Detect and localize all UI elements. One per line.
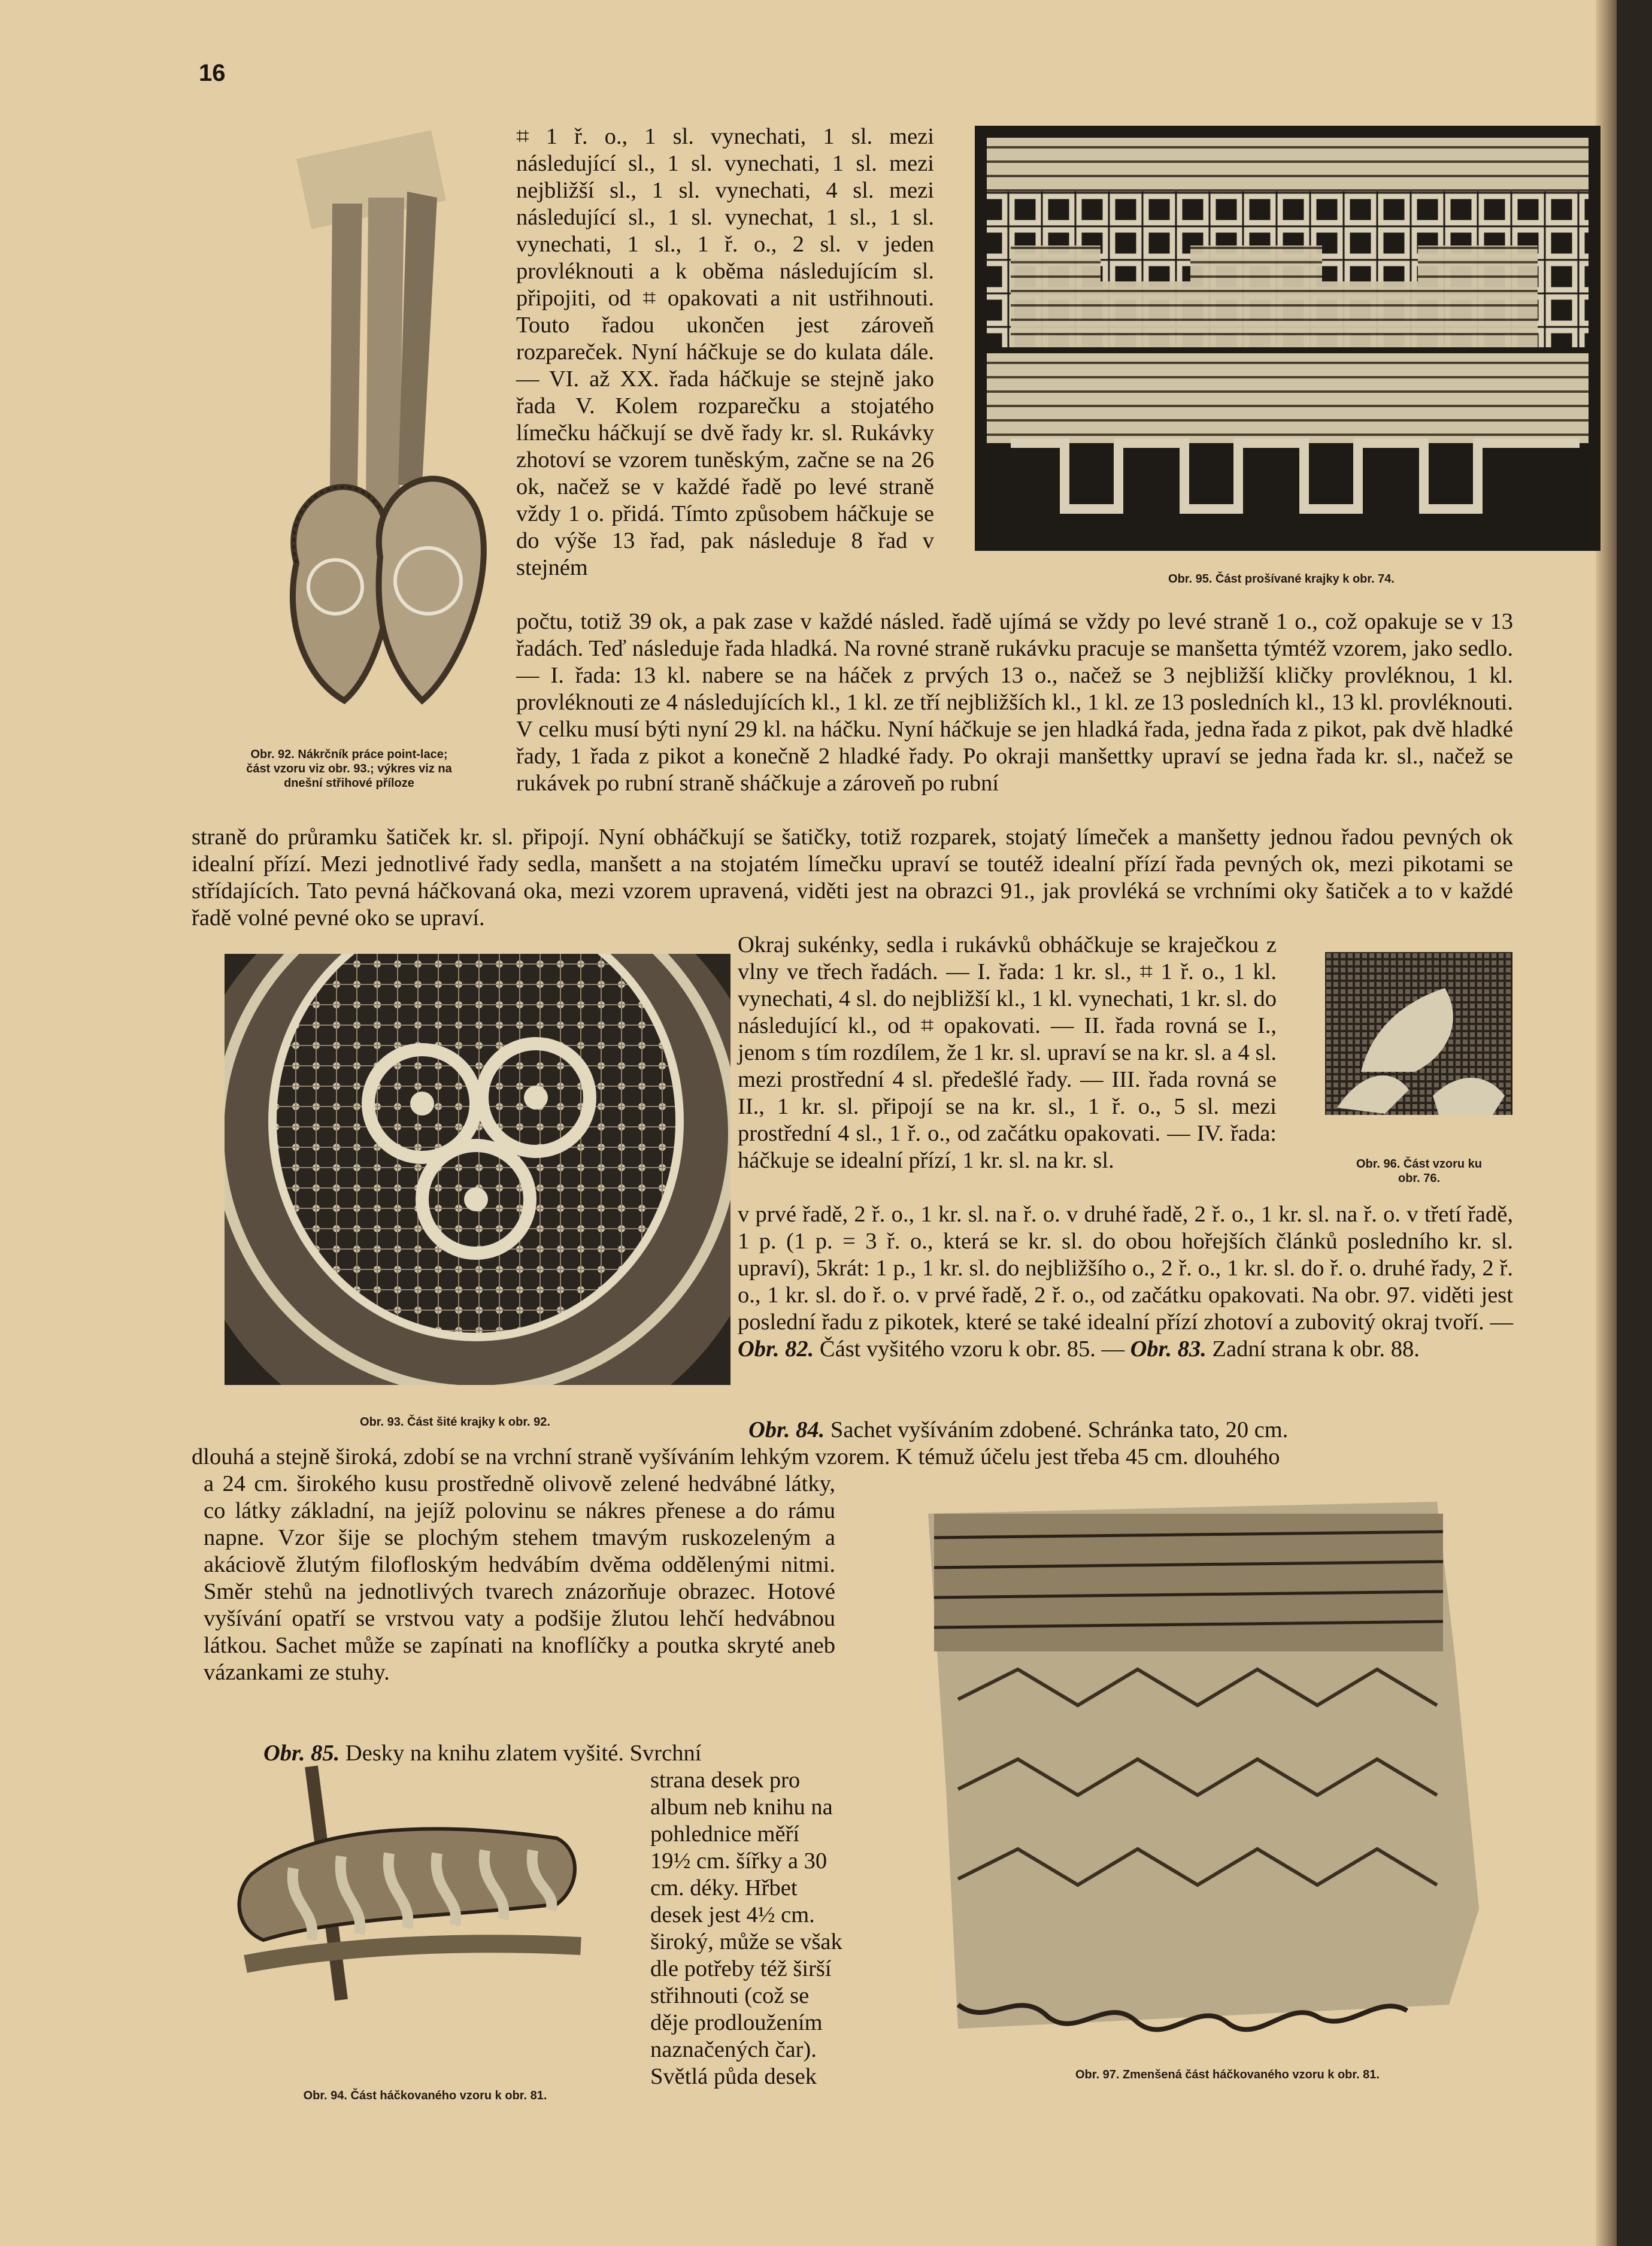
caption-94: Obr. 94. Část háčkovaného vzoru k obr. 81. (303, 2089, 547, 2102)
caption-95: Obr. 95. Část prošívané krajky k obr. 74. (1168, 572, 1395, 586)
text-block-2: počtu, totiž 39 ok, a pak zase v každé násled. řadě ujímá se vždy po levé straně 1 o., což opakuje se v 13 řadách. Teď následuje řada hladká. Na rovné straně rukávku pracuje se manšetta týmtéž vzorem, jako sedlo. — I. řada: 13 kl. nabere se na háček z prvých 13 o., načež se 3 nejbližší kličky provléknou, 1 kl. provléknouti ze 4 následujících kl., 1 kl. ze tří nejbližších kl., 1 kl. ze 13 posledních kl., 13 kl. provléknouti. V celku musí býti nyní 29 kl. na háčku. Nyní háčkuje se jen hladká řada, jedna řada z pikot, pak dvě hladké řady, 1 řada z pikot a konečně 2 hladké řady. Po okraji manšettky upraví se jedna řada kr. sl., načež se rukávek po rubní straně sháčkuje a zároveň po rubní (516, 609, 1513, 796)
pattern-illustration (1325, 952, 1512, 1115)
lace-illustration (975, 126, 1601, 551)
caption-92: Obr. 92. Nákrčník práce point-lace; část vzoru viz obr. 93.; výkres viz na dnešní střihové příloze (246, 748, 452, 790)
caption-93: Obr. 93. Část šité krajky k obr. 92. (360, 1416, 550, 1429)
crochet-illustration (910, 1490, 1515, 2053)
text-block-3: straně do průramku šatiček kr. sl. připojí. Nyní obháčkují se šatičky, totiž rozparek, stojatý límeček a manšetty jednou řadou pevných ok idealní přízí. Mezi jednotlivé řady sedla, manšett a na stojatém límečku upraví se toutéž idealní přízí řada pevných ok, mezi pikotami se střídajících. Tato pevná háčkovaná oka, mezi vzorem upravená, viděti jest na obrazci 91., jak provléká se vrchními oky šatiček a to v každé řadě volné pevné oko se upraví. (192, 825, 1513, 930)
figure-93-lace (225, 954, 730, 1385)
caption-97: Obr. 97. Zmenšená část háčkovaného vzoru k obr. 81. (1075, 2068, 1380, 2081)
text-block-5: v prvé řadě, 2 ř. o., 1 kr. sl. na ř. o. v druhé řadě, 2 ř. o., 1 kr. sl. na ř. o. v třetí řadě, 1 p. (1 p. = 3 ř. o., která se kr. sl. do obou hořejších článků posledního kr. sl. upraví), 5krát: 1 p., 1 kr. sl. do nejbližšího o., 2 ř. o., 1 kr. sl. do ř. o. druhé řady, 2 ř. o., 1 kr. sl. do ř. o. v prvé řadě, 2 ř. o., od začátku opakovati. Na obr. 97. viděti jest poslední řadu z pikotek, které se také idealní přízí zhotoví a zubovitý okraj tvoří. — Obr. 82. Část vyšitého vzoru k obr. 85. — Obr. 83. Zadní strana k obr. 88. (738, 1202, 1513, 1362)
text-block-7: dlouhá a stejně široká, zdobí se na vrchní straně vyšíváním lehkým vzorem. K témuž účelu jest třeba 45 cm. dlouhého (192, 1444, 1280, 1469)
text-block-10: strana desek pro album neb knihu na pohlednice měří 19½ cm. šířky a 30 cm. déky. Hřbet desek jest 4½ cm. široký, může se však dle potřeby též širší střihnouti (což se děje prodloužením naznačených čar). Světlá půda desek (650, 1768, 842, 2089)
book-edge (1617, 0, 1652, 2246)
collar-illustration (207, 126, 518, 725)
text-block-4: Okraj sukénky, sedla i rukávků obháčkuje se kraječkou z vlny ve třech řadách. — I. řada: 1 kr. sl., ⌗ 1 ř. o., 1 kl. vynechati, 4 sl. do nejbližší kl., 1 kl. vynechati, 1 kr. sl. do následující kl., od ⌗ opakovati. — II. řada rovná se I., jenom s tím rozdílem, že 1 kr. sl. upraví se na kr. sl. a 4 sl. mezi prostřední 4 sl. předešlé řady. — III. řada rovná se II., 1 kr. sl. připojí se na kr. sl., 1 ř. o., 5 sl. mezi prostřední 4 sl., 1 ř. o., od začátku opakovati. — IV. řada: háčkuje se idealní přízí, 1 kr. sl. na kr. sl. (738, 932, 1277, 1173)
figure-95-lace (975, 126, 1601, 551)
figure-92-collar (207, 126, 518, 725)
text-block-8: a 24 cm. širokého kusu prostředně olivově zelené hedvábné látky, co látky základní, na jejíž polovinu se nákres přenese a do rámu napne. Vzor šije se plochým stehem tmavým ruskozeleným a akáciově žlutým filofloským hedvábím dvěma oddělenými nitmi. Směr stehů na jednotlivých tvarech znázorňuje obrazec. Hotové vyšívání opatří se vrstvou vaty a podšije žlutou lehčí hedvábnou látkou. Sachet může se zapínati na knoflíčky a poutka skryté aneb vázankami ze stuhy. (204, 1471, 835, 1685)
text-block-1: ⌗ 1 ř. o., 1 sl. vynechati, 1 sl. mezi následující sl., 1 sl. vynechati, 1 sl. mezi nejbližší sl., 1 sl. vynechati, 4 sl. mezi následující sl., 1 sl. vynechat, 1 sl., 1 sl. vynechati, 1 sl., 1 ř. o., 2 sl. v jeden provléknouti a k oběma následujícím sl. připojiti, od ⌗ opakovati a nit ustřihnouti. Touto řadou ukončen jest zároveň rozpareček. Nyní háčkuje se do kulata dále. — VI. až XX. řada háčkuje se stejně jako řada V. Kolem rozparečku a stojatého límečku háčkují se dvě řady kr. sl. Rukávky zhotoví se vzorem tuněským, začne se na 26 ok, načež se v každé řadě po levé straně vždy 1 o. přidá. Tímto způsobem háčkuje se do výše 13 řad, pak následuje 8 řad v stejném (516, 124, 934, 580)
lace-oval-illustration (225, 954, 730, 1385)
text-block-6: Obr. 84. Sachet vyšíváním zdobené. Schránka tato, 20 cm. (748, 1417, 1289, 1442)
figure-96-pattern (1325, 952, 1512, 1115)
figure-97-crochet (910, 1490, 1515, 2053)
figure-94-crochet-closeup (222, 1748, 641, 2060)
text-block-9: Obr. 85. Desky na knihu zlatem vyšité. Svrchní (263, 1741, 702, 1766)
caption-96: Obr. 96. Část vzoru ku obr. 76. (1356, 1157, 1483, 1185)
crochet-closeup-illustration (222, 1748, 641, 2060)
page-number: 16 (199, 60, 226, 86)
